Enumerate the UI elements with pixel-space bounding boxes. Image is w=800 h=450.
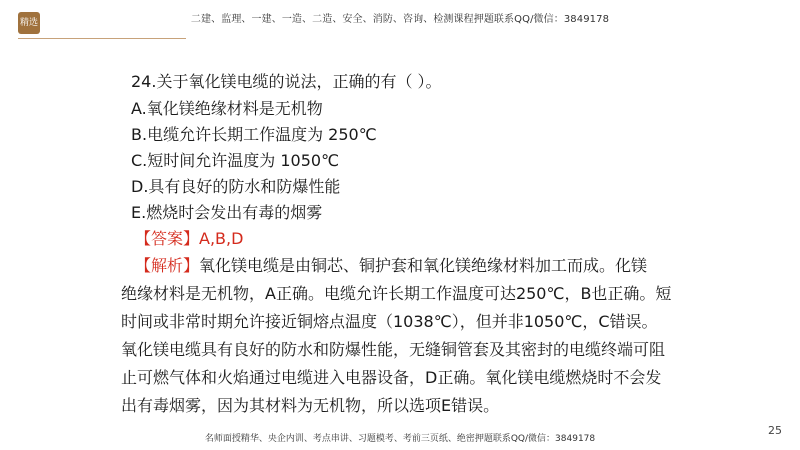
- answer-line: [135, 226, 641, 252]
- brand-logo: 精选: [18, 12, 40, 34]
- explanation-text: 氧化镁电缆是由铜芯、铜护套和氧化镁绝缘材料加工而成。化镁: [199, 256, 648, 275]
- option-d: D.具有良好的防水和防爆性能: [131, 177, 341, 196]
- option-b: B.电缆允许长期工作温度为 250℃: [131, 125, 377, 144]
- footer-banner-text: 名师面授精华、央企内训、考点串讲、习题模考、考前三页纸、绝密押题联系QQ/微信：3849178: [204, 434, 596, 444]
- option-c: C.短时间允许温度为 1050℃: [131, 151, 340, 170]
- explanation-line: 绝缘材料是无机物，A正确。电缆允许长期工作温度可达250℃，B也正确。短: [121, 284, 672, 303]
- explanation-label: 【解析】: [135, 256, 200, 275]
- explanation-line: 止可燃气体和火焰通过电缆进入电器设备，D正确。氧化镁电缆燃烧时不会发: [121, 368, 662, 387]
- answer-value: A,B,D: [199, 229, 244, 248]
- explanation-line: 出有毒烟雾，因为其材料为无机物，所以选项E错误。: [121, 396, 500, 415]
- explanation: [121, 252, 672, 420]
- question-title: 24.关于氧化镁电缆的说法，正确的有（ ）。: [131, 72, 442, 91]
- explanation-line: 时间或非常时期允许接近铜熔点温度（1038℃），但并非1050℃，C错误。: [121, 312, 658, 331]
- page-number: 25: [768, 424, 782, 437]
- question-block: [121, 68, 672, 420]
- option-a: A.氧化镁绝缘材料是无机物: [131, 99, 323, 118]
- option-e: E.燃烧时会发出有毒的烟雾: [131, 203, 323, 222]
- explanation-line: [135, 252, 648, 280]
- explanation-line: 氧化镁电缆具有良好的防水和防爆性能，无缝铜管套及其密封的电缆终端可阻: [121, 340, 666, 359]
- header-divider: [18, 38, 186, 39]
- header-banner-text: 二建、监理、一建、一造、二造、安全、消防、咨询、检测课程押题联系QQ/微信：3849178: [190, 14, 610, 25]
- answer-label: 【答案】: [135, 229, 200, 248]
